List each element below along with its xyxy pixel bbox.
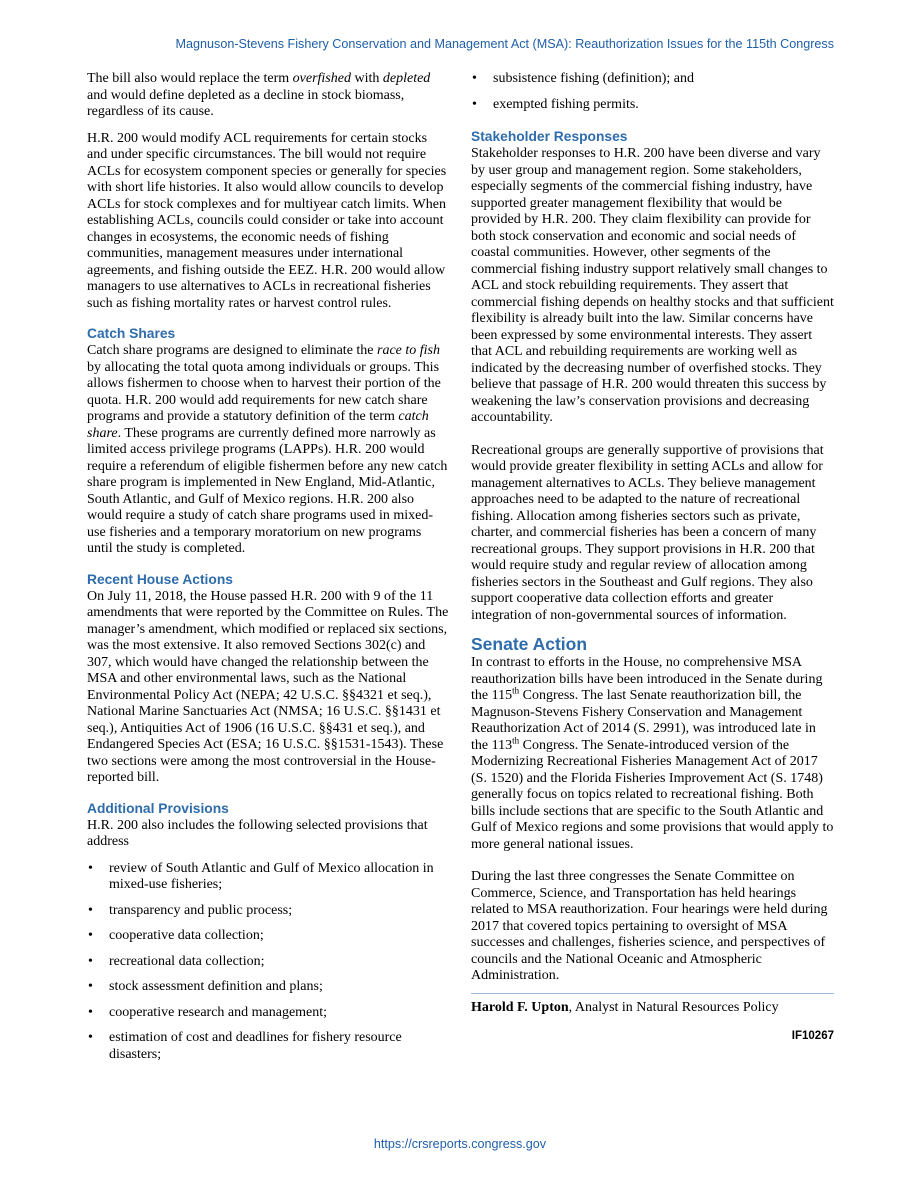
paragraph-additional-intro: H.R. 200 also includes the following selected provisions that address bbox=[87, 817, 428, 849]
list-item: • subsistence fishing (definition); and bbox=[472, 71, 695, 86]
list-item: • stock assessment definition and plans; bbox=[88, 979, 323, 994]
report-code: IF10267 bbox=[791, 1030, 834, 1042]
bullet-icon: • bbox=[88, 953, 93, 969]
bullet-icon: • bbox=[472, 71, 477, 86]
provisions-list-continued bbox=[471, 71, 834, 113]
list-item: • exempted fishing permits. bbox=[472, 96, 639, 112]
running-header: Magnuson-Stevens Fishery Conservation and Management Act (MSA): Reauthorization Issues for the 115th Congress bbox=[175, 37, 834, 51]
author-line bbox=[471, 1000, 834, 1017]
paragraph-acl: H.R. 200 would modify ACL requirements for certain stocks and under specific circumstances. The bill would not require ACLs for ecosystem component species or generally for species with short life histories. It also would allow councils to develop ACLs for stock complexes and for multiyear catch limits. When establishing ACLs, councils could consider or take into account changes in ecosystems, the economic needs of fishing communities, management measures under international agreements, and fishing outside the EEZ. H.R. 200 would allow managers to use alternatives to ACLs in recreational fisheries such as fishing mortality rates or harvest control rules. bbox=[87, 130, 447, 311]
paragraph-depleted: The bill also would replace the term overfished with depleted and would define depleted as a decline in stock biomass, regardless of its cause. bbox=[87, 71, 431, 119]
heading-senate-action: Senate Action bbox=[471, 634, 588, 654]
author-name: Harold F. Upton bbox=[471, 999, 569, 1015]
paragraph-stakeholder-2: Recreational groups are generally supportive of provisions that would provide greater flexibility in setting ACLs and allow for management alternatives to ACLs. They believe management approaches need to be adapted to the nature of recreational fishing. Allocation among fisheries sectors such as private, charter, and commercial fisheries has been a concern of many recreational groups. They support provisions in H.R. 200 that would require study and regular review of allocation among fisheries sectors in the Southeast and Gulf regions. They also support cooperative data collection efforts and greater integration of non-governmental sources of information. bbox=[471, 442, 824, 623]
left-column bbox=[87, 71, 449, 1072]
provisions-list bbox=[87, 861, 449, 1064]
bullet-icon: • bbox=[472, 96, 477, 112]
author-title: , Analyst in Natural Resources Policy bbox=[568, 999, 779, 1015]
bullet-icon: • bbox=[88, 928, 93, 943]
heading-catch-shares: Catch Shares bbox=[87, 326, 176, 341]
paragraph-house-actions: On July 11, 2018, the House passed H.R. 200 with 9 of the 11 amendments that were reported by the Committee on Rules. The manager’s amendment, which modified or replaced six sections, was the most extensive. It also removed Sections 302(c) and 307, which would have changed the relationship between the MSA and other environmental laws, such as the National Environmental Policy Act (NEPA; 42 U.S.C. §§4321 et seq.), National Marine Sanctuaries Act (NMSA; 16 U.S.C. §§1431 et seq.), Antiquities Act of 1906 (16 U.S.C. §§431 et seq.), and Endangered Species Act (ESA; 16 U.S.C. §§1531-1543). These two sections were among the most controversial in the House-reported bill. bbox=[87, 588, 449, 785]
paragraph-senate-1: In contrast to efforts in the House, no comprehensive MSA reauthorization bills have been introduced in the Senate during the 115th Congress. The last Senate reauthorization bill, the Magnuson-Stevens Fishery Conservation and Management Reauthorization Act of 2014 (S. 2991), was introduced late in the 113th Congress. The Senate-introduced version of the Modernizing Recreational Fisheries Management Act of 2017 (S. 1520) and the Florida Fisheries Improvement Act (S. 1748) generally focus on topics related to recreational fishing. Both bills include sections that are specific to the South Atlantic and Gulf of Mexico regions and some provisions that would apply to more general national issues. bbox=[471, 655, 834, 852]
bullet-icon: • bbox=[88, 1030, 93, 1045]
footer-url[interactable]: https://crsreports.congress.gov bbox=[373, 1137, 547, 1151]
paragraph-catch-shares: Catch share programs are designed to eliminate the race to fish by allocating the total quota among individuals or groups. This allows fishermen to choose when to harvest their portion of the quota. H.R. 200 would add requirements for new catch share programs and provide a statutory definition of the term catch share. These programs are currently defined more narrowly as limited access privilege programs (LAPPs). H.R. 200 would require a referendum of eligible fishermen before any new catch share program is implemented in New England, Mid-Atlantic, South Atlantic, and Gulf of Mexico regions. H.R. 200 also would require a study of catch share programs used in mixed-use fisheries and a temporary moratorium on new programs until the study is completed. bbox=[87, 343, 448, 556]
list-item: • transparency and public process; bbox=[88, 902, 293, 918]
list-item: • cooperative research and management; bbox=[88, 1004, 328, 1020]
right-column bbox=[471, 71, 834, 1045]
bullet-icon: • bbox=[88, 979, 93, 994]
list-item: • review of South Atlantic and Gulf of Mexico allocation in mixed-use fisheries; bbox=[88, 860, 434, 892]
bullet-icon: • bbox=[88, 902, 93, 918]
list-item: • cooperative data collection; bbox=[88, 928, 264, 943]
bullet-icon: • bbox=[88, 1004, 93, 1020]
bullet-icon: • bbox=[88, 860, 93, 876]
heading-recent-house-actions: Recent House Actions bbox=[87, 571, 233, 587]
paragraph-stakeholder-1: Stakeholder responses to H.R. 200 have been diverse and vary by user group and management region. Some stakeholders, especially segments of the commercial fishing industry, have supported greater management flexibility that would be provided by H.R. 200. They claim flexibility can provide for both stock conservation and economic and social needs of coastal communities. However, other segments of the commercial fishing industry support relatively small changes to ACL and stock rebuilding requirements. They assert that commercial fishing depends on healthy stocks and that sufficient flexibility is already built into the law. Similar concerns have been expressed by some environmental interests. They assert that ACL and rebuilding requirements are working well as indicated by the decreasing number of overfished stocks. They believe that passage of H.R. 200 would threaten this success by weakening the law’s conservation provisions and decreasing accountability. bbox=[471, 146, 834, 425]
heading-additional-provisions: Additional Provisions bbox=[87, 800, 229, 816]
paragraph-senate-2: During the last three congresses the Senate Committee on Commerce, Science, and Transportation has held hearings related to MSA reauthorization. Four hearings were held during 2017 that covered topics pertaining to oversight of MSA successes and challenges, fisheries science, and perspectives of councils and the National Oceanic and Atmospheric Administration. bbox=[471, 869, 828, 983]
divider bbox=[471, 993, 834, 994]
list-item: • recreational data collection; bbox=[88, 953, 265, 969]
list-item: • estimation of cost and deadlines for fishery resource disasters; bbox=[88, 1030, 402, 1062]
heading-stakeholder-responses: Stakeholder Responses bbox=[471, 129, 628, 144]
